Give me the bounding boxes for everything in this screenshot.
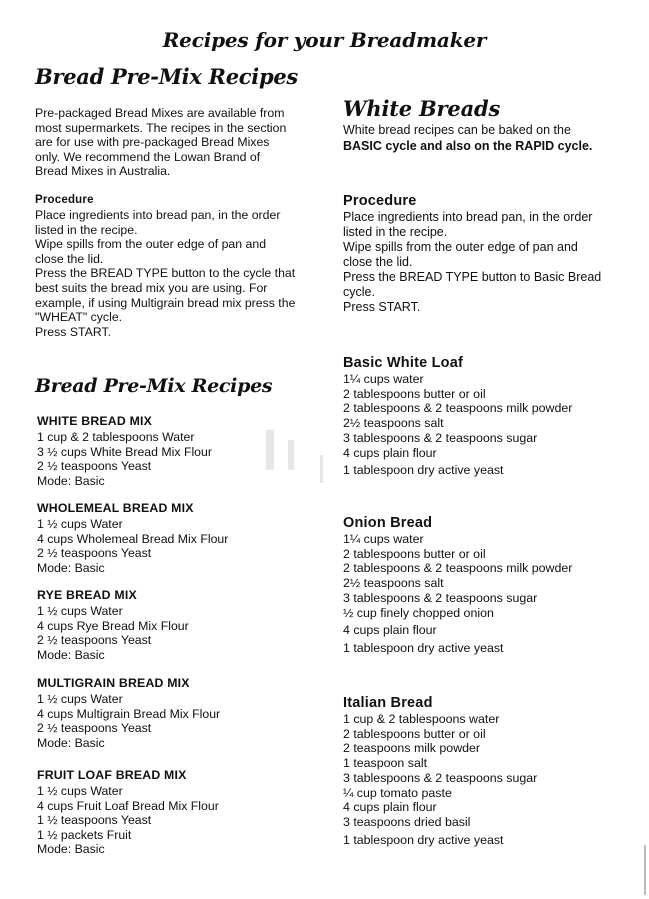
ingredient-line: 1 tablespoon dry active yeast	[343, 640, 504, 655]
scan-smudge	[288, 440, 294, 470]
left-sub-title: Bread Pre-Mix Recipes	[35, 375, 273, 397]
right-procedure-line: Wipe spills from the outer edge of pan and	[343, 240, 578, 254]
mix-line: Mode: Basic	[37, 473, 105, 488]
left-procedure-heading: Procedure	[35, 194, 94, 206]
left-intro-line: most supermarkets. The recipes in the section	[35, 120, 287, 135]
left-intro	[35, 106, 286, 179]
ingredient-line: ¼ cup tomato paste	[343, 785, 452, 800]
left-procedure-line: "WHEAT" cycle.	[35, 310, 123, 325]
ingredient-line: 2½ teaspoons salt	[343, 576, 444, 591]
ingredient-line: 1 cup & 2 tablespoons water	[343, 712, 500, 726]
ingredient-line: 3 tablespoons & 2 teaspoons sugar	[343, 770, 538, 785]
mix-line: 1 ½ cups Water	[37, 692, 123, 706]
ingredient-line: 1 teaspoon salt	[343, 756, 428, 771]
right-procedure	[343, 210, 601, 315]
mix-line: 1 ½ cups Water	[37, 517, 123, 531]
mix-line: Mode: Basic	[37, 647, 105, 662]
ingredient-line: 2 tablespoons butter or oil	[343, 546, 486, 561]
right-procedure-line: close the lid.	[343, 255, 413, 269]
left-procedure-line: Wipe spills from the outer edge of pan and	[35, 237, 267, 252]
recipe-italian-bread	[343, 695, 537, 847]
left-procedure-line: example, if using Multigrain bread mix press the	[35, 295, 296, 310]
ingredient-line: 2½ teaspoons salt	[343, 416, 444, 431]
right-intro	[343, 122, 592, 154]
mix-line: 4 cups Fruit Loaf Bread Mix Flour	[37, 798, 219, 813]
right-procedure-line: Place ingredients into bread pan, in the order	[343, 210, 593, 224]
mix-name: RYE BREAD MIX	[37, 588, 137, 602]
right-procedure-line: Press START.	[343, 300, 421, 314]
left-intro-line: only. We recommend the Lowan Brand of	[35, 149, 261, 164]
left-procedure-line: Place ingredients into bread pan, in the order	[35, 208, 281, 222]
left-procedure-line: Press START.	[35, 324, 112, 339]
left-procedure-line: Press the BREAD TYPE button to the cycle that	[35, 266, 296, 281]
right-procedure-line: Press the BREAD TYPE button to Basic Bread	[343, 270, 602, 284]
mix-line: 3 ½ cups White Bread Mix Flour	[37, 444, 212, 459]
mix-line: 1 cup & 2 tablespoons Water	[37, 430, 195, 444]
left-intro-line: Pre-packaged Bread Mixes are available from	[35, 106, 285, 120]
mix-recipe-multigrain	[37, 676, 220, 750]
left-procedure-line: best suits the bread mix you are using. For	[35, 280, 268, 295]
right-intro-line: White bread recipes can be baked on the	[343, 123, 571, 137]
ingredient-line: 1 tablespoon dry active yeast	[343, 832, 504, 847]
right-procedure-line: listed in the recipe.	[343, 225, 448, 239]
right-procedure-heading: Procedure	[343, 193, 417, 209]
ingredient-line: 3 tablespoons & 2 teaspoons sugar	[343, 590, 538, 605]
scan-smudge	[320, 455, 323, 483]
recipe-name: Basic White Loaf	[343, 355, 464, 371]
ingredient-line: 4 cups plain flour	[343, 445, 437, 460]
mix-line: 2 ½ teaspoons Yeast	[37, 546, 152, 561]
mix-line: 4 cups Wholemeal Bread Mix Flour	[37, 531, 229, 546]
recipe-name: Onion Bread	[343, 515, 433, 531]
left-main-title: Bread Pre-Mix Recipes	[35, 64, 298, 89]
recipe-onion-bread	[343, 515, 572, 656]
ingredient-line: 1 tablespoon dry active yeast	[343, 463, 504, 478]
mix-line: Mode: Basic	[37, 560, 105, 575]
mix-line: 2 ½ teaspoons Yeast	[37, 721, 152, 736]
page-title: Recipes for your Breadmaker	[162, 28, 487, 52]
mix-recipe-white	[37, 414, 212, 488]
ingredient-line: 1¼ cups water	[343, 372, 424, 386]
right-procedure-line: cycle.	[343, 285, 375, 299]
left-intro-line: Bread Mixes in Australia.	[35, 164, 171, 179]
mix-line: Mode: Basic	[37, 735, 105, 750]
mix-line: 1 ½ cups Water	[37, 784, 123, 798]
right-intro-line-bold: BASIC cycle and also on the RAPID cycle.	[343, 139, 593, 153]
mix-name: WHITE BREAD MIX	[37, 414, 153, 428]
ingredient-line: 2 teaspoons milk powder	[343, 741, 481, 756]
recipe-name: Italian Bread	[343, 695, 433, 711]
mix-line: 4 cups Rye Bread Mix Flour	[37, 618, 189, 633]
mix-line: 2 ½ teaspoons Yeast	[37, 633, 152, 648]
ingredient-line: 2 tablespoons & 2 teaspoons milk powder	[343, 401, 573, 416]
mix-name: WHOLEMEAL BREAD MIX	[37, 501, 194, 515]
mix-recipe-rye	[37, 588, 189, 662]
left-procedure-line: close the lid.	[35, 251, 104, 266]
mix-line: Mode: Basic	[37, 842, 105, 857]
ingredient-line: 2 tablespoons butter or oil	[343, 726, 486, 741]
mix-line: 1 ½ cups Water	[37, 604, 123, 618]
mix-recipe-fruit-loaf	[37, 768, 219, 857]
recipe-basic-white-loaf	[343, 355, 572, 478]
scan-edge	[644, 845, 646, 895]
ingredient-line: ½ cup finely chopped onion	[343, 605, 494, 620]
ingredient-line: 3 tablespoons & 2 teaspoons sugar	[343, 430, 538, 445]
mix-recipe-wholemeal	[37, 501, 228, 575]
left-intro-line: are for use with pre-packaged Bread Mixes	[35, 135, 270, 150]
scan-smudge	[266, 430, 274, 470]
ingredient-line: 4 cups plain flour	[343, 623, 437, 638]
mix-line: 2 ½ teaspoons Yeast	[37, 459, 152, 474]
ingredient-line: 2 tablespoons & 2 teaspoons milk powder	[343, 561, 573, 576]
ingredient-line: 4 cups plain flour	[343, 800, 437, 815]
mix-name: MULTIGRAIN BREAD MIX	[37, 676, 190, 690]
right-main-title: White Breads	[343, 96, 501, 121]
left-procedure	[35, 208, 295, 339]
mix-line: 4 cups Multigrain Bread Mix Flour	[37, 706, 221, 721]
mix-line: 1 ½ teaspoons Yeast	[37, 813, 152, 828]
left-procedure-line: listed in the recipe.	[35, 222, 138, 237]
mix-line: 1 ½ packets Fruit	[37, 827, 132, 842]
ingredient-line: 3 teaspoons dried basil	[343, 814, 471, 829]
ingredient-line: 1¼ cups water	[343, 532, 424, 546]
ingredient-line: 2 tablespoons butter or oil	[343, 386, 486, 401]
mix-name: FRUIT LOAF BREAD MIX	[37, 768, 187, 782]
